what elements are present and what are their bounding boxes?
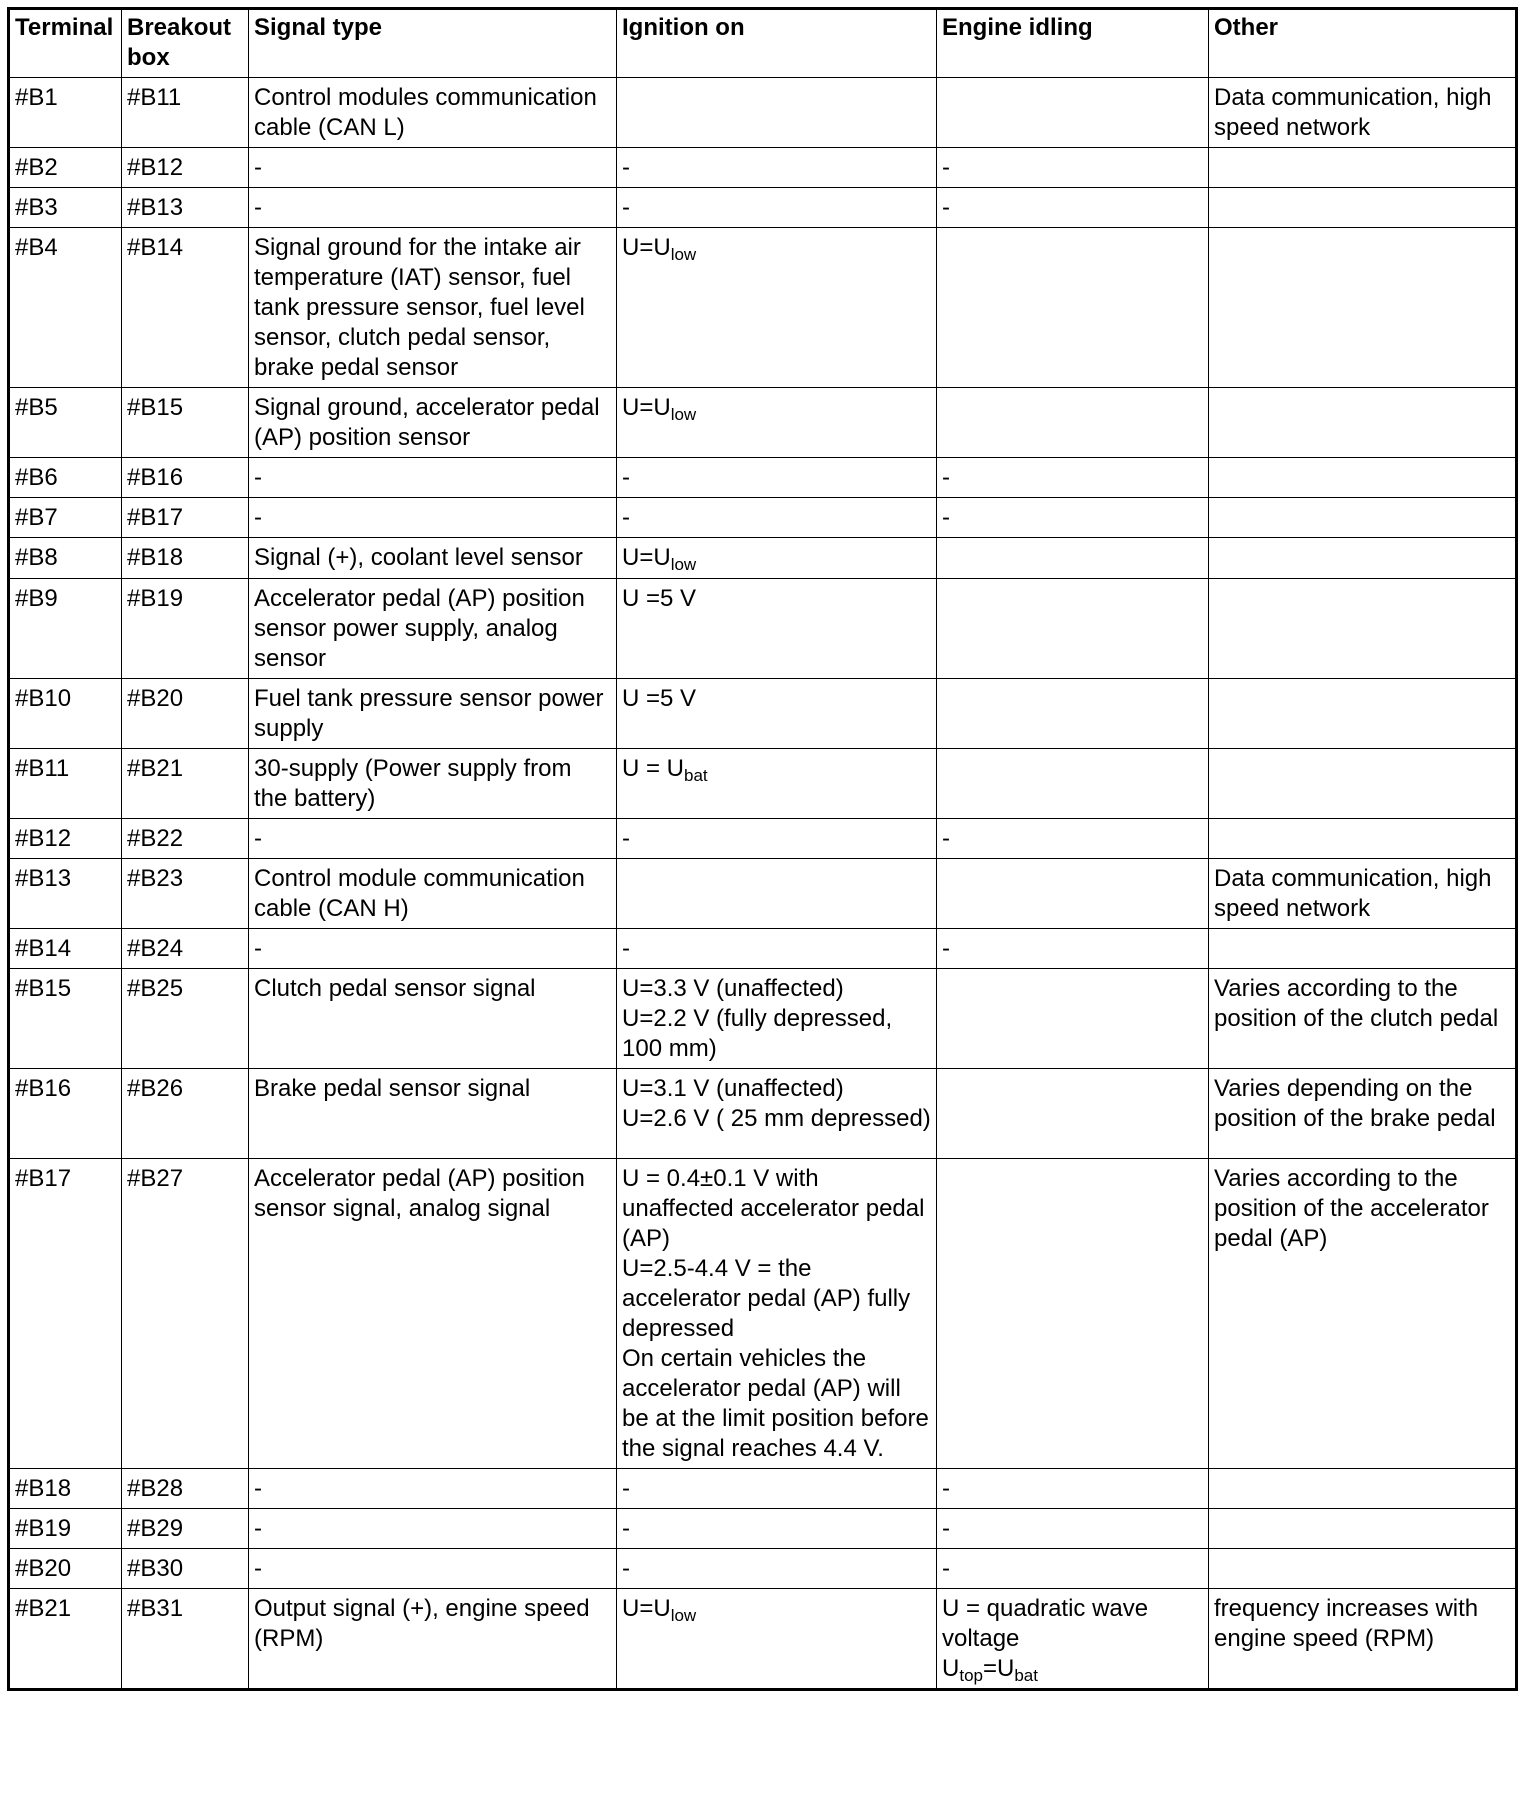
- header-other: Other: [1209, 9, 1517, 78]
- header-row: [9, 9, 1517, 78]
- signal-type-cell: Accelerator pedal (AP) position sensor signal, analog signal: [249, 1159, 617, 1469]
- ignition-line: On certain vehicles the accelerator pedal (AP) will be at the limit position before the signal reaches 4.4 V.: [622, 1345, 929, 1462]
- breakout-box-cell: #B25: [122, 969, 249, 1069]
- ignition-on-cell: [617, 1069, 937, 1159]
- terminal-cell: #B13: [9, 859, 122, 929]
- ignition-on-cell: -: [617, 929, 937, 969]
- engine-idling-cell: -: [937, 148, 1209, 188]
- terminal-cell: #B11: [9, 749, 122, 819]
- ignition-on-cell: -: [617, 1469, 937, 1509]
- terminal-cell: #B8: [9, 538, 122, 579]
- signal-type-cell: Clutch pedal sensor signal: [249, 969, 617, 1069]
- terminal-cell: #B12: [9, 819, 122, 859]
- breakout-box-cell: #B12: [122, 148, 249, 188]
- ignition-on-cell: -: [617, 1549, 937, 1589]
- engine-idling-cell: [937, 859, 1209, 929]
- ignition-on-cell: [617, 859, 937, 929]
- table-row: [9, 579, 1517, 679]
- other-cell: [1209, 228, 1517, 388]
- signal-type-cell: Signal ground, accelerator pedal (AP) position sensor: [249, 388, 617, 458]
- ignition-on-cell: -: [617, 188, 937, 228]
- table-row: [9, 388, 1517, 458]
- other-cell: Data communication, high speed network: [1209, 859, 1517, 929]
- signal-type-cell: -: [249, 148, 617, 188]
- breakout-box-cell: #B28: [122, 1469, 249, 1509]
- idling-formula-eq: =U: [982, 1655, 1015, 1682]
- ignition-value: U = U: [622, 755, 685, 782]
- signal-type-cell: Brake pedal sensor signal: [249, 1069, 617, 1159]
- ignition-subscript: low: [670, 555, 697, 574]
- breakout-box-cell: #B16: [122, 458, 249, 498]
- other-cell: [1209, 538, 1517, 579]
- idling-formula-u: U: [942, 1655, 960, 1682]
- table-row: [9, 929, 1517, 969]
- breakout-box-cell: #B31: [122, 1589, 249, 1690]
- ignition-line: U=2.2 V (fully depressed, 100 mm): [622, 1005, 893, 1062]
- other-cell: [1209, 148, 1517, 188]
- ignition-value: U=U: [622, 1595, 671, 1622]
- ignition-on-cell: [617, 1159, 937, 1469]
- other-cell: [1209, 1549, 1517, 1589]
- ignition-on-cell: [617, 538, 937, 579]
- other-cell: Varies depending on the position of the brake pedal: [1209, 1069, 1517, 1159]
- header-terminal: Terminal: [9, 9, 122, 78]
- ignition-on-cell: [617, 749, 937, 819]
- ignition-on-cell: U =5 V: [617, 579, 937, 679]
- other-cell: [1209, 388, 1517, 458]
- table-row: [9, 1069, 1517, 1159]
- idling-subscript-top: top: [959, 1666, 983, 1685]
- other-cell: [1209, 579, 1517, 679]
- other-cell: [1209, 679, 1517, 749]
- ignition-line: U=2.6 V ( 25 mm depressed): [622, 1105, 931, 1132]
- terminal-cell: #B10: [9, 679, 122, 749]
- other-cell: [1209, 819, 1517, 859]
- engine-idling-cell: [937, 1589, 1209, 1690]
- terminal-cell: #B5: [9, 388, 122, 458]
- table-row: [9, 458, 1517, 498]
- signal-type-cell: -: [249, 1509, 617, 1549]
- other-cell: Varies according to the position of the accelerator pedal (AP): [1209, 1159, 1517, 1469]
- ignition-value: U=U: [622, 234, 671, 261]
- terminal-cell: #B19: [9, 1509, 122, 1549]
- header-ignition-on: Ignition on: [617, 9, 937, 78]
- table-row: [9, 859, 1517, 929]
- breakout-box-cell: #B17: [122, 498, 249, 538]
- terminal-cell: #B17: [9, 1159, 122, 1469]
- breakout-box-cell: #B14: [122, 228, 249, 388]
- signal-type-cell: Fuel tank pressure sensor power supply: [249, 679, 617, 749]
- signal-type-cell: -: [249, 498, 617, 538]
- signal-type-cell: -: [249, 1469, 617, 1509]
- breakout-box-cell: #B18: [122, 538, 249, 579]
- table-row: [9, 538, 1517, 579]
- engine-idling-cell: [937, 388, 1209, 458]
- signal-type-cell: Control module communication cable (CAN H): [249, 859, 617, 929]
- terminal-cell: #B2: [9, 148, 122, 188]
- breakout-box-cell: #B11: [122, 78, 249, 148]
- engine-idling-cell: -: [937, 1509, 1209, 1549]
- table-row: [9, 969, 1517, 1069]
- table-row: [9, 498, 1517, 538]
- engine-idling-cell: -: [937, 819, 1209, 859]
- ignition-on-cell: [617, 388, 937, 458]
- signal-type-cell: Control modules communication cable (CAN L): [249, 78, 617, 148]
- idling-subscript-bat: bat: [1014, 1666, 1038, 1685]
- idling-text: U = quadratic wave voltage: [942, 1595, 1149, 1652]
- idling-formula: [942, 1654, 1203, 1684]
- other-cell: Varies according to the position of the clutch pedal: [1209, 969, 1517, 1069]
- engine-idling-cell: [937, 1159, 1209, 1469]
- breakout-box-cell: #B20: [122, 679, 249, 749]
- ignition-line: U=2.5-4.4 V = the accelerator pedal (AP) fully depressed: [622, 1255, 911, 1342]
- breakout-box-cell: #B29: [122, 1509, 249, 1549]
- ignition-value: U=U: [622, 394, 671, 421]
- terminal-cell: #B9: [9, 579, 122, 679]
- terminal-cell: #B6: [9, 458, 122, 498]
- signal-type-cell: Signal (+), coolant level sensor: [249, 538, 617, 579]
- terminal-cell: #B16: [9, 1069, 122, 1159]
- header-engine-idling: Engine idling: [937, 9, 1209, 78]
- terminal-cell: #B20: [9, 1549, 122, 1589]
- table-row: [9, 1469, 1517, 1509]
- engine-idling-cell: [937, 1069, 1209, 1159]
- engine-idling-cell: [937, 579, 1209, 679]
- breakout-box-cell: #B30: [122, 1549, 249, 1589]
- terminal-cell: #B15: [9, 969, 122, 1069]
- ignition-on-cell: -: [617, 819, 937, 859]
- signal-type-cell: -: [249, 458, 617, 498]
- table-row: [9, 78, 1517, 148]
- table-row: [9, 1159, 1517, 1469]
- table-row: [9, 1509, 1517, 1549]
- terminal-cell: #B7: [9, 498, 122, 538]
- table-row: [9, 819, 1517, 859]
- signal-type-cell: Signal ground for the intake air temperature (IAT) sensor, fuel tank pressure sensor, fuel level sensor, clutch pedal sensor, brake pedal sensor: [249, 228, 617, 388]
- ignition-line: U=3.1 V (unaffected): [622, 1075, 844, 1102]
- other-cell: [1209, 1509, 1517, 1549]
- breakout-box-cell: #B22: [122, 819, 249, 859]
- other-cell: [1209, 458, 1517, 498]
- engine-idling-cell: [937, 228, 1209, 388]
- header-signal-type: Signal type: [249, 9, 617, 78]
- terminal-cell: #B14: [9, 929, 122, 969]
- ignition-on-cell: -: [617, 148, 937, 188]
- signal-type-cell: -: [249, 929, 617, 969]
- other-cell: [1209, 749, 1517, 819]
- signal-type-cell: -: [249, 1549, 617, 1589]
- breakout-box-cell: #B26: [122, 1069, 249, 1159]
- ignition-on-cell: [617, 969, 937, 1069]
- terminal-cell: #B1: [9, 78, 122, 148]
- breakout-box-cell: #B21: [122, 749, 249, 819]
- terminal-cell: #B18: [9, 1469, 122, 1509]
- engine-idling-cell: [937, 538, 1209, 579]
- table-row: [9, 679, 1517, 749]
- signal-type-cell: -: [249, 819, 617, 859]
- table-row: [9, 188, 1517, 228]
- terminal-cell: #B3: [9, 188, 122, 228]
- ignition-subscript: bat: [684, 766, 708, 785]
- ignition-value: U=U: [622, 544, 671, 571]
- terminal-cell: #B21: [9, 1589, 122, 1690]
- engine-idling-cell: -: [937, 1469, 1209, 1509]
- breakout-box-cell: #B19: [122, 579, 249, 679]
- ignition-line: U=3.3 V (unaffected): [622, 975, 844, 1002]
- table-row: [9, 749, 1517, 819]
- pinout-table: [7, 7, 1518, 1691]
- signal-type-cell: Accelerator pedal (AP) position sensor power supply, analog sensor: [249, 579, 617, 679]
- other-cell: [1209, 188, 1517, 228]
- engine-idling-cell: [937, 969, 1209, 1069]
- table-row: [9, 148, 1517, 188]
- ignition-line: U = 0.4±0.1 V with unaffected accelerator pedal (AP): [622, 1165, 925, 1252]
- ignition-on-cell: -: [617, 1509, 937, 1549]
- ignition-on-cell: -: [617, 498, 937, 538]
- breakout-box-cell: #B15: [122, 388, 249, 458]
- other-cell: [1209, 498, 1517, 538]
- header-breakout-box: Breakout box: [122, 9, 249, 78]
- engine-idling-cell: -: [937, 458, 1209, 498]
- ignition-on-cell: [617, 1589, 937, 1690]
- engine-idling-cell: -: [937, 188, 1209, 228]
- engine-idling-cell: [937, 78, 1209, 148]
- other-cell: [1209, 929, 1517, 969]
- ignition-on-cell: [617, 78, 937, 148]
- ignition-on-cell: -: [617, 458, 937, 498]
- breakout-box-cell: #B23: [122, 859, 249, 929]
- signal-type-cell: -: [249, 188, 617, 228]
- other-cell: Data communication, high speed network: [1209, 78, 1517, 148]
- engine-idling-cell: [937, 679, 1209, 749]
- breakout-box-cell: #B13: [122, 188, 249, 228]
- engine-idling-cell: [937, 749, 1209, 819]
- engine-idling-cell: -: [937, 929, 1209, 969]
- ignition-subscript: low: [670, 245, 697, 264]
- ignition-on-cell: U =5 V: [617, 679, 937, 749]
- ignition-subscript: low: [670, 405, 697, 424]
- ignition-on-cell: [617, 228, 937, 388]
- table-row: [9, 1549, 1517, 1589]
- terminal-cell: #B4: [9, 228, 122, 388]
- signal-type-cell: 30-supply (Power supply from the battery): [249, 749, 617, 819]
- ignition-subscript: low: [670, 1606, 697, 1625]
- signal-type-cell: Output signal (+), engine speed (RPM): [249, 1589, 617, 1690]
- breakout-box-cell: #B24: [122, 929, 249, 969]
- other-cell: [1209, 1469, 1517, 1509]
- engine-idling-cell: -: [937, 498, 1209, 538]
- pinout-table-container: [7, 7, 1515, 1691]
- table-row: [9, 1589, 1517, 1690]
- table-row: [9, 228, 1517, 388]
- other-cell: frequency increases with engine speed (RPM): [1209, 1589, 1517, 1690]
- engine-idling-cell: -: [937, 1549, 1209, 1589]
- breakout-box-cell: #B27: [122, 1159, 249, 1469]
